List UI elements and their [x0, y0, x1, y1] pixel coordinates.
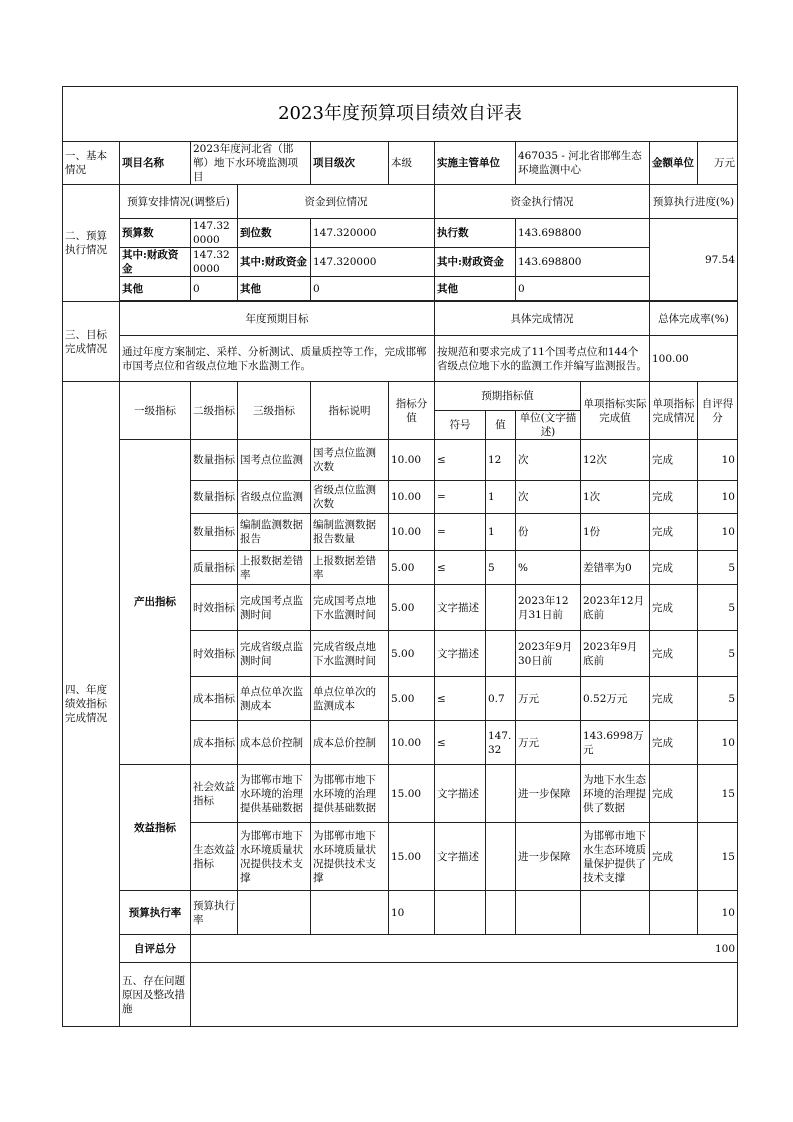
row-value: 1	[486, 481, 516, 514]
total-label: 自评总分	[120, 935, 191, 963]
budget-exec-status	[650, 891, 698, 935]
row-actual: 0.52万元	[581, 677, 650, 721]
row-l2: 生态效益指标	[191, 823, 238, 891]
row-l3: 成本总价控制	[238, 721, 311, 765]
row-status: 完成	[650, 481, 698, 514]
row-value: 12	[486, 440, 516, 481]
rate-header: 总体完成率(%)	[650, 302, 738, 336]
budget-arrange-header: 预算安排情况(调整后)	[120, 185, 238, 219]
budget-fiscal-label: 其中:财政资金	[120, 248, 191, 277]
progress-value: 97.54	[650, 219, 738, 301]
exec-fiscal-label: 其中:财政资金	[435, 248, 516, 277]
row-l2: 数量指标	[191, 514, 238, 551]
row-self-score: 10	[698, 721, 738, 765]
row-value	[486, 631, 516, 677]
row-value: 1	[486, 514, 516, 551]
row-l2: 时效指标	[191, 585, 238, 631]
row-l2: 时效指标	[191, 631, 238, 677]
funds-exec-header: 资金执行情况	[435, 185, 650, 219]
budget-exec-symbol	[435, 891, 486, 935]
row-score: 15.00	[389, 823, 435, 891]
row-unit: 2023年12月31日前	[516, 585, 581, 631]
row-unit: 2023年9月30日前	[516, 631, 581, 677]
project-level-value: 本级	[389, 142, 435, 185]
row-desc: 为邯郸市地下水环境的治理提供基础数据	[311, 765, 389, 823]
row-self-score: 5	[698, 631, 738, 677]
performance-table	[62, 86, 738, 1027]
row-score: 5.00	[389, 677, 435, 721]
row-score: 5.00	[389, 551, 435, 585]
budget-exec-self-score: 10	[698, 891, 738, 935]
exec-label: 执行数	[435, 219, 516, 248]
project-level-label: 项目级次	[311, 142, 389, 185]
row-symbol: =	[435, 481, 486, 514]
arrive-fiscal-label: 其中:财政资金	[238, 248, 311, 277]
row-unit: 进一步保障	[516, 823, 581, 891]
row-l2: 质量指标	[191, 551, 238, 585]
budget-other-value: 0	[191, 277, 238, 301]
row-l3: 完成省级点监测时间	[238, 631, 311, 677]
section-performance: 四、年度绩效指标完成情况	[63, 382, 120, 1027]
row-actual: 143.6998万元	[581, 721, 650, 765]
header-self-score: 自评得分	[698, 382, 738, 440]
row-actual: 为地下水生态环境的治理提供了数据	[581, 765, 650, 823]
row-score: 10.00	[389, 514, 435, 551]
row-unit: 次	[516, 481, 581, 514]
row-status: 完成	[650, 631, 698, 677]
target-text: 通过年度方案制定、采样、分析测试、质量质控等工作，完成邯郸市国考点位和省级点位地下水监测工作。	[120, 336, 435, 382]
project-name-label: 项目名称	[120, 142, 191, 185]
budget-exec-score: 10	[389, 891, 435, 935]
header-level2: 二级指标	[191, 382, 238, 440]
budget-exec-l3	[238, 891, 311, 935]
header-score: 指标分值	[389, 382, 435, 440]
row-actual: 12次	[581, 440, 650, 481]
row-score: 15.00	[389, 765, 435, 823]
row-symbol: ≤	[435, 440, 486, 481]
row-symbol: =	[435, 514, 486, 551]
row-self-score: 10	[698, 481, 738, 514]
issues-content	[191, 963, 738, 1027]
row-desc: 编制监测数据报告数量	[311, 514, 389, 551]
row-score: 5.00	[389, 631, 435, 677]
detail-text: 按规范和要求完成了11个国考点位和144个省级点位地下水的监测工作并编写监测报告。	[435, 336, 650, 382]
arrive-other-value: 0	[311, 277, 435, 301]
exec-other-value: 0	[516, 277, 650, 301]
exec-other-label: 其他	[435, 277, 516, 301]
budget-other-label: 其他	[120, 277, 191, 301]
row-desc: 完成国考点地下水监测时间	[311, 585, 389, 631]
row-status: 完成	[650, 440, 698, 481]
row-status: 完成	[650, 721, 698, 765]
group-budget-exec: 预算执行率	[120, 891, 191, 935]
row-self-score: 5	[698, 677, 738, 721]
row-actual: 1次	[581, 481, 650, 514]
row-self-score: 10	[698, 514, 738, 551]
row-status: 完成	[650, 765, 698, 823]
progress-header: 预算执行进度(%)	[650, 185, 738, 219]
row-l2: 数量指标	[191, 440, 238, 481]
budget-exec-l2: 预算执行率	[191, 891, 238, 935]
row-l2: 成本指标	[191, 721, 238, 765]
header-level1: 一级指标	[120, 382, 191, 440]
row-unit: 万元	[516, 677, 581, 721]
group-output: 产出指标	[120, 440, 191, 765]
rate-value: 100.00	[650, 336, 738, 382]
budget-fiscal-value: 147.320000	[191, 248, 238, 277]
header-level3: 三级指标	[238, 382, 311, 440]
group-benefit: 效益指标	[120, 765, 191, 891]
page-title: 2023年度预算项目绩效自评表	[63, 87, 738, 142]
section-issues: 五、存在问题原因及整改措施	[120, 963, 191, 1027]
row-actual: 1份	[581, 514, 650, 551]
row-actual: 2023年9月底前	[581, 631, 650, 677]
row-self-score: 5	[698, 551, 738, 585]
row-symbol: ≤	[435, 721, 486, 765]
row-desc: 单点位单次的监测成本	[311, 677, 389, 721]
row-l2: 数量指标	[191, 481, 238, 514]
row-self-score: 10	[698, 440, 738, 481]
row-actual: 2023年12月底前	[581, 585, 650, 631]
row-value: 5	[486, 551, 516, 585]
row-desc: 成本总价控制	[311, 721, 389, 765]
row-value	[486, 823, 516, 891]
managing-unit-value: 467035 - 河北省邯郸生态环境监测中心	[516, 142, 650, 185]
row-actual: 为邯郸市地下水生态环境质量保护提供了技术支撑	[581, 823, 650, 891]
row-unit: 万元	[516, 721, 581, 765]
row-l3: 为邯郸市地下水环境的治理提供基础数据	[238, 765, 311, 823]
target-header: 年度预期目标	[120, 302, 435, 336]
row-unit: %	[516, 551, 581, 585]
row-symbol: ≤	[435, 677, 486, 721]
row-status: 完成	[650, 677, 698, 721]
row-score: 5.00	[389, 585, 435, 631]
header-value: 值	[486, 411, 516, 440]
total-score: 100	[191, 935, 738, 963]
row-l3: 国考点位监测	[238, 440, 311, 481]
budget-exec-actual	[581, 891, 650, 935]
arrive-label: 到位数	[238, 219, 311, 248]
budget-exec-unit	[516, 891, 581, 935]
budget-value: 147.320000	[191, 219, 238, 248]
header-unit: 单位(文字描述)	[516, 411, 581, 440]
row-l3: 完成国考点监测时间	[238, 585, 311, 631]
row-l3: 为邯郸市地下水环境质量状况提供技术支撑	[238, 823, 311, 891]
header-actual: 单项指标实际完成值	[581, 382, 650, 440]
row-desc: 国考点位监测次数	[311, 440, 389, 481]
row-unit: 进一步保障	[516, 765, 581, 823]
row-actual: 差错率为0	[581, 551, 650, 585]
row-self-score: 5	[698, 585, 738, 631]
row-symbol: ≤	[435, 551, 486, 585]
row-symbol: 文字描述	[435, 765, 486, 823]
row-score: 10.00	[389, 440, 435, 481]
row-status: 完成	[650, 551, 698, 585]
row-l3: 单点位单次监测成本	[238, 677, 311, 721]
row-self-score: 15	[698, 765, 738, 823]
row-l3: 上报数据差错率	[238, 551, 311, 585]
row-value: 147.32	[486, 721, 516, 765]
amount-unit-label: 金额单位	[650, 142, 698, 185]
detail-header: 具体完成情况	[435, 302, 650, 336]
section-goal: 三、目标完成情况	[63, 302, 120, 382]
arrive-value: 147.320000	[311, 219, 435, 248]
arrive-other-label: 其他	[238, 277, 311, 301]
row-desc: 为邯郸市地下水环境质量状况提供技术支撑	[311, 823, 389, 891]
row-status: 完成	[650, 823, 698, 891]
budget-exec-value	[486, 891, 516, 935]
exec-value: 143.698800	[516, 219, 650, 248]
row-status: 完成	[650, 514, 698, 551]
header-symbol: 符号	[435, 411, 486, 440]
row-l3: 省级点位监测	[238, 481, 311, 514]
header-expected: 预期指标值	[435, 382, 581, 411]
row-unit: 次	[516, 440, 581, 481]
budget-label: 预算数	[120, 219, 191, 248]
section-basic: 一、基本情况	[63, 142, 120, 185]
row-score: 10.00	[389, 721, 435, 765]
row-value	[486, 765, 516, 823]
managing-unit-label: 实施主管单位	[435, 142, 516, 185]
row-unit: 份	[516, 514, 581, 551]
row-self-score: 15	[698, 823, 738, 891]
row-l2: 社会效益指标	[191, 765, 238, 823]
funds-arrive-header: 资金到位情况	[238, 185, 435, 219]
row-value: 0.7	[486, 677, 516, 721]
header-status: 单项指标完成情况	[650, 382, 698, 440]
project-name-value: 2023年度河北省（邯郸）地下水环境监测项目	[191, 142, 311, 185]
row-status: 完成	[650, 585, 698, 631]
row-value	[486, 585, 516, 631]
arrive-fiscal-value: 147.320000	[311, 248, 435, 277]
row-symbol: 文字描述	[435, 585, 486, 631]
row-score: 10.00	[389, 481, 435, 514]
budget-exec-desc	[311, 891, 389, 935]
header-desc: 指标说明	[311, 382, 389, 440]
row-desc: 上报数据差错率	[311, 551, 389, 585]
section-budget: 二、预算执行情况	[63, 185, 120, 302]
row-symbol: 文字描述	[435, 631, 486, 677]
row-desc: 省级点位监测次数	[311, 481, 389, 514]
row-symbol: 文字描述	[435, 823, 486, 891]
amount-unit-value: 万元	[698, 142, 738, 185]
exec-fiscal-value: 143.698800	[516, 248, 650, 277]
row-desc: 完成省级点地下水监测时间	[311, 631, 389, 677]
row-l3: 编制监测数据报告	[238, 514, 311, 551]
row-l2: 成本指标	[191, 677, 238, 721]
